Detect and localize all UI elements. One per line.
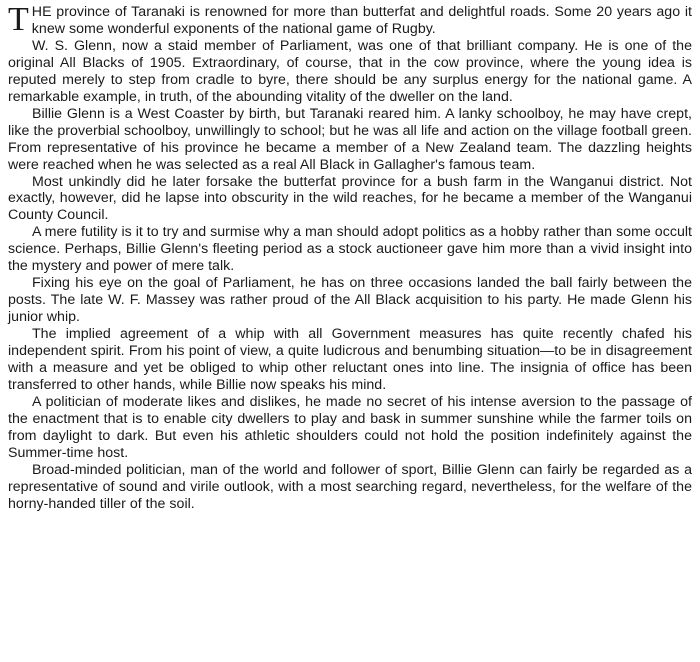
drop-cap-letter: T xyxy=(8,1,29,38)
paragraph-4: Most unkindly did he later forsake the butterfat province for a bush farm in the Wanganui district. Not exactly, however, did he lapse into obscurity in the wild reaches, for he became a member of the Wanganui County Council. xyxy=(8,173,692,224)
paragraph-8: A politician of moderate likes and dislikes, he made no secret of his intense aversion to the passage of the enactment that is to enable city dwellers to play and bask in summer sunshine while the farmer toils on from daylight to dark. But even his athletic shoulders could not hold the position indefinitely against the Summer-time host. xyxy=(8,393,692,461)
paragraph-2: W. S. Glenn, now a staid member of Parliament, was one of that brilliant company. He is one of the original All Blacks of 1905. Extraordinary, of course, that in the cow province, where the young idea is reputed merely to step from cradle to byre, there should be any surplus energy for the national game. A remarkable example, in truth, of the abounding vitality of the dweller on the land. xyxy=(8,37,692,105)
paragraph-1-text: HE province of Taranaki is renowned for more than butterfat and delightful roads. Some 20 years ago it knew some wonderful exponents of the national game of Rugby. xyxy=(31,4,692,37)
paragraph-1 xyxy=(8,1,692,38)
paragraph-5: A mere futility is it to try and surmise why a man should adopt politics as a hobby rather than some occult science. Perhaps, Billie Glenn's fleeting period as a stock auctioneer gave him more than a vivid insight into the mystery and power of mere talk. xyxy=(8,224,692,275)
article-text xyxy=(8,1,692,513)
paragraph-7: The implied agreement of a whip with all Government measures has quite recently chafed his independent spirit. From his point of view, a quite ludicrous and benumbing situation—to be in disagreement with a measure and yet be obliged to whip other reluctant ones into line. The insignia of office has been transferred to other hands, while Billie now speaks his mind. xyxy=(8,326,692,393)
paragraph-3: Billie Glenn is a West Coaster by birth, but Taranaki reared him. A lanky schoolboy, he may have crept, like the proverbial schoolboy, unwillingly to school; but he was all life and action on the village football green. From representative of his province he became a member of a New Zealand team. The dazzling heights were reached when he was selected as a real All Black in Gallagher's famous team. xyxy=(8,105,692,173)
paragraph-9: Broad-minded politician, man of the world and follower of sport, Billie Glenn can fairly be regarded as a representative of sound and virile outlook, with a most searching regard, nevertheless, for the welfare of the horny-handed tiller of the soil. xyxy=(8,461,692,512)
paragraph-6: Fixing his eye on the goal of Parliament, he has on three occasions landed the ball fairly between the posts. The late W. F. Massey was rather proud of the All Black acquisition to his party. He made Glenn his junior whip. xyxy=(8,275,692,326)
